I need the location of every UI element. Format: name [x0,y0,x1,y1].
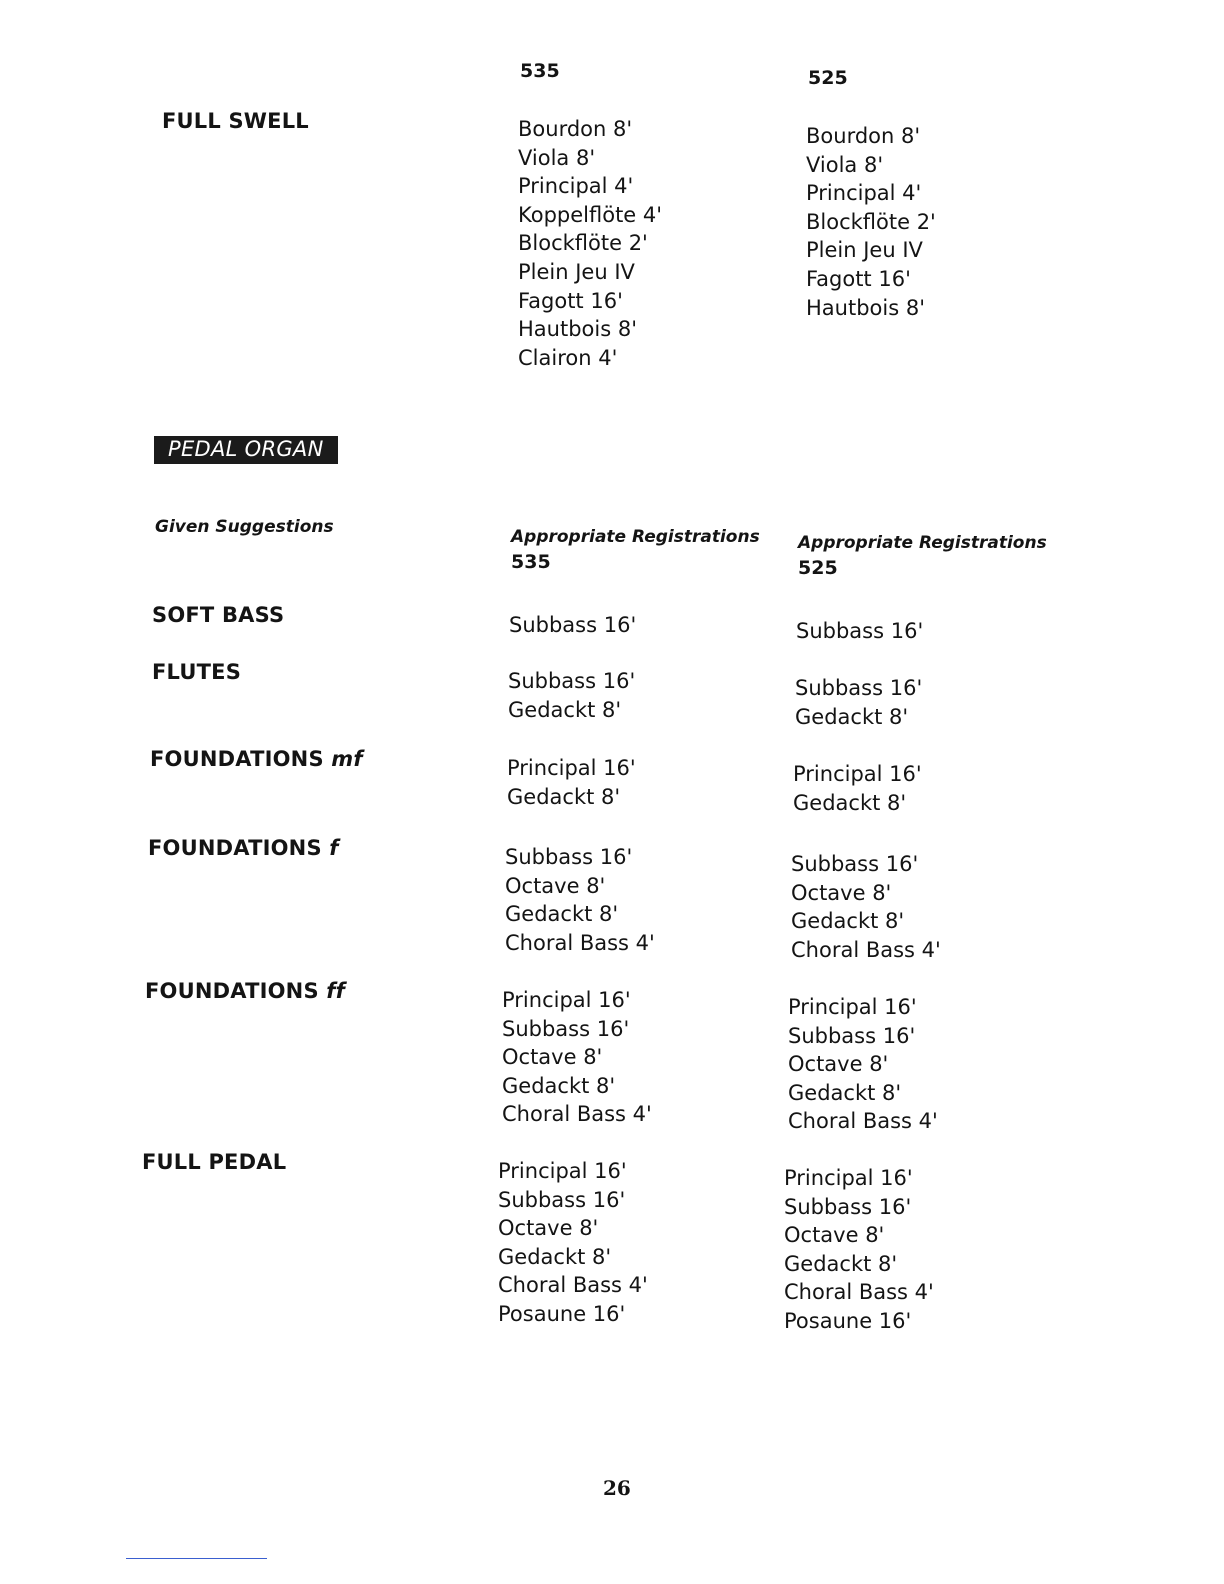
pedal-525-stop: Principal 16' [793,762,922,786]
pedal-525-stop: Gedackt 8' [795,704,909,729]
pedal-535-stop: Posaune 16' [498,1301,626,1326]
pedal-row-name: FOUNDATIONS [150,747,324,771]
swell-525-stop: Fagott 16' [806,266,911,291]
pedal-row-label [152,603,284,627]
swell-525-stop: Hautbois 8' [806,295,925,320]
pedal-525-stop: Subbass 16' [795,676,923,700]
pedal-535-stop: Choral Bass 4' [498,1273,648,1298]
pedal-535-stop: Gedackt 8' [508,697,622,722]
given-suggestions-label: Given Suggestions [155,517,334,537]
swell-535-stop: Blockflöte 2' [518,231,648,256]
pedal-525-stops [784,1164,934,1336]
pedal-row-name: SOFT BASS [152,603,285,627]
pedal-535-stop: Gedackt 8' [502,1073,616,1098]
pedal-535-stop: Octave 8' [498,1216,599,1241]
swell-525-stop: Blockflöte 2' [806,209,936,234]
pedal-535-stop: Principal 16' [498,1159,627,1183]
pedal-535-heading: Appropriate Registrations [511,527,760,547]
swell-535-model: 535 [520,60,560,82]
pedal-535-stop: Subbass 16' [505,845,633,869]
pedal-535-stop: Octave 8' [505,873,606,898]
pedal-535-stop: Principal 16' [502,988,631,1012]
pedal-row-label [152,660,241,684]
swell-535-stop: Fagott 16' [518,288,623,313]
pedal-525-stop: Gedackt 8' [791,909,905,934]
pedal-535-stop: Principal 16' [507,756,636,780]
pedal-organ-banner: PEDAL ORGAN [154,436,338,464]
pedal-535-stop: Subbass 16' [508,669,636,693]
swell-535-stops [518,115,662,372]
swell-535-stop: Plein Jeu IV [518,259,635,284]
pedal-535-stop: Choral Bass 4' [505,930,655,955]
pedal-525-stop: Gedackt 8' [788,1080,902,1105]
pedal-535-stop: Subbass 16' [498,1187,626,1212]
pedal-535-stop: Gedackt 8' [498,1244,612,1269]
swell-535-stop: Principal 4' [518,174,634,199]
swell-535-stop: Clairon 4' [518,345,618,370]
pedal-525-stop: Choral Bass 4' [788,1109,938,1134]
pedal-525-stop: Octave 8' [788,1052,889,1077]
pedal-525-stop: Posaune 16' [784,1308,912,1333]
pedal-525-stops [795,674,922,731]
pedal-row-name: FULL PEDAL [142,1150,287,1174]
dynamic-marking: f [329,836,339,860]
pedal-535-stops [509,611,636,640]
pedal-row-label [142,1150,286,1174]
swell-525-stop: Plein Jeu IV [806,238,923,263]
pedal-525-stop: Gedackt 8' [784,1251,898,1276]
page-number: 26 [603,1476,631,1500]
pedal-525-stops [788,993,938,1136]
pedal-525-stops [796,617,923,646]
swell-525-stop: Principal 4' [806,181,922,206]
pedal-row-name: FOUNDATIONS [145,979,319,1003]
pedal-525-stop: Subbass 16' [796,619,924,643]
pedal-535-model: 535 [511,551,551,573]
pedal-525-stop: Principal 16' [788,995,917,1019]
swell-525-stops [806,122,936,322]
swell-525-model: 525 [808,67,848,89]
pedal-535-stop: Gedackt 8' [505,902,619,927]
swell-535-stop: Viola 8' [518,145,596,170]
swell-535-stop: Koppelflöte 4' [518,202,663,227]
pedal-535-stops [502,986,652,1129]
footer-rule [126,1558,267,1559]
dynamic-marking: ff [326,979,345,1003]
swell-535-stop: Bourdon 8' [518,117,633,141]
pedal-535-stop: Subbass 16' [502,1016,630,1041]
pedal-525-stop: Principal 16' [784,1166,913,1190]
pedal-535-stops [498,1157,648,1329]
pedal-525-stop: Octave 8' [784,1223,885,1248]
pedal-535-stops [508,667,635,724]
pedal-525-stop: Subbass 16' [784,1194,912,1219]
pedal-535-stop: Subbass 16' [509,613,637,637]
pedal-525-stop: Choral Bass 4' [784,1280,934,1305]
pedal-525-stops [793,760,922,817]
pedal-525-stop: Subbass 16' [791,852,919,876]
swell-525-stop: Bourdon 8' [806,124,921,148]
pedal-row-label [145,979,345,1003]
pedal-525-model: 525 [798,557,838,579]
pedal-535-stop: Octave 8' [502,1045,603,1070]
pedal-535-stops [505,843,655,957]
pedal-535-stop: Gedackt 8' [507,784,621,809]
pedal-row-label [150,747,363,771]
pedal-525-stop: Gedackt 8' [793,790,907,815]
pedal-535-stops [507,754,636,811]
pedal-535-stop: Choral Bass 4' [502,1102,652,1127]
dynamic-marking: mf [331,747,363,771]
swell-525-stop: Viola 8' [806,152,884,177]
pedal-row-name: FLUTES [152,660,242,684]
pedal-525-stop: Subbass 16' [788,1023,916,1048]
full-swell-label: FULL SWELL [162,109,309,133]
pedal-525-stop: Choral Bass 4' [791,937,941,962]
pedal-525-heading: Appropriate Registrations [798,533,1047,553]
swell-535-stop: Hautbois 8' [518,317,637,342]
pedal-525-stops [791,850,941,964]
pedal-525-stop: Octave 8' [791,880,892,905]
pedal-row-name: FOUNDATIONS [148,836,322,860]
pedal-row-label [148,836,339,860]
